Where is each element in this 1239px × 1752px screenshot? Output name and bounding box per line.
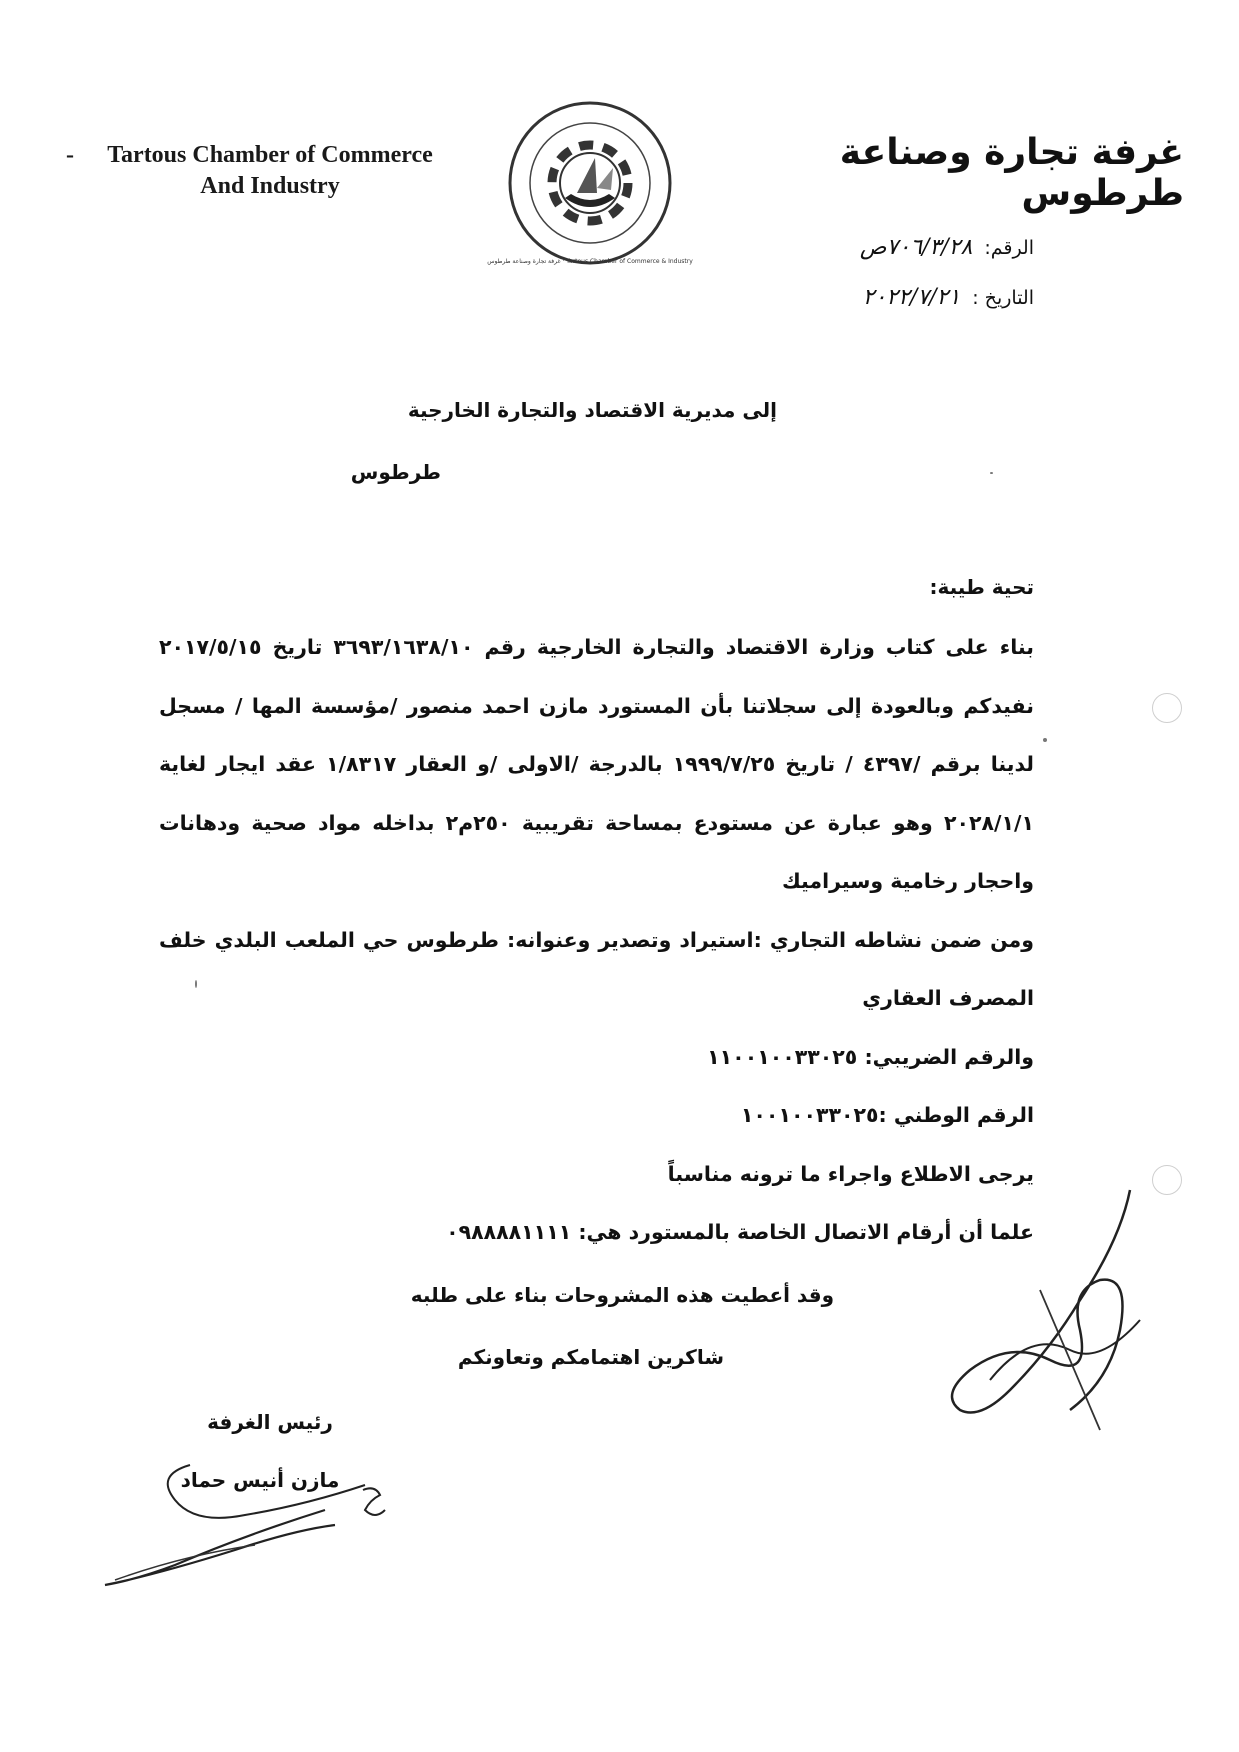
body-national-number: الرقم الوطني :١٠٠١٠٠٣٣٠٢٥ — [740, 1103, 1034, 1127]
body-tax-number: والرقم الضريبي: ١١٠٠١٠٠٣٣٠٢٥ — [707, 1044, 1034, 1069]
speck — [195, 980, 197, 988]
reference-number — [860, 235, 1034, 260]
letterhead-english — [60, 140, 480, 202]
recipient-line1: إلى مديرية الاقتصاد والتجارة الخارجية — [407, 398, 777, 422]
body-paragraph-activity: ومن ضمن نشاطه التجاري :استيراد وتصدير وعنوانه: طرطوس حي الملعب البلدي خلف المصرف العقاري — [159, 927, 1034, 1010]
left-signature — [95, 1455, 395, 1595]
initials-mark — [355, 1480, 395, 1530]
body-contact: علما أن أرقام الاتصال الخاصة بالمستورد هي: ٠٩٨٨٨٨١١١١ — [446, 1220, 1034, 1244]
closing-line2: شاكرين اهتمامكم وتعاونكم — [457, 1345, 724, 1369]
logo-text: غرفة تجارة وصناعة طرطوس · Tartous Chamber of Commerce & Industry — [487, 258, 693, 265]
letterhead-english-line1: Tartous Chamber of Commerce — [107, 142, 433, 168]
signatory-name: مازن أنيس حماد — [180, 1468, 340, 1492]
recipient-line2: طرطوس — [350, 460, 441, 484]
speck — [990, 472, 993, 474]
document-date — [863, 285, 1034, 310]
punch-hole-bottom — [1152, 1165, 1182, 1195]
letter-body — [159, 618, 1034, 1262]
greeting: تحية طيبة: — [929, 575, 1034, 599]
reference-value: ٧٠٦/٣/٢٨ص — [859, 235, 973, 260]
chamber-logo — [487, 98, 693, 268]
right-signature — [930, 1180, 1160, 1440]
punch-hole-top — [1152, 693, 1182, 723]
date-label: التاريخ : — [972, 287, 1034, 309]
reference-label: الرقم: — [984, 237, 1034, 259]
speck — [1043, 738, 1047, 742]
body-request: يرجى الاطلاع واجراء ما ترونه مناسباً — [667, 1161, 1034, 1186]
letterhead-arabic: غرفة تجارة وصناعة طرطوس — [839, 132, 1184, 214]
signatory-title: رئيس الغرفة — [207, 1410, 333, 1434]
letterhead-dash: - — [66, 142, 74, 168]
closing-line1: وقد أعطيت هذه المشروحات بناء على طلبه — [410, 1283, 834, 1307]
body-paragraph-main: بناء على كتاب وزارة الاقتصاد والتجارة الخارجية رقم ٣٦٩٣/١٦٣٨/١٠ تاريخ ٢٠١٧/٥/١٥ نفيدكم وبالعودة إلى سجلاتنا بأن المستورد مازن احمد منصور /مؤسسة المها / مسجل لدينا برقم /٤٣٩٧ / تاريخ ١٩٩٩/٧/٢٥ بالدرجة /الاولى /و العقار ١/٨٣١٧ عقد ايجار لغاية ٢٠٢٨/١/١ وهو عبارة عن مستودع بمساحة تقريبية ٢٥٠م٢ بداخله مواد صحية ودهانات واحجار رخامية وسيراميك — [159, 635, 1035, 893]
date-value: ٢٠٢٢/٧/٢١ — [862, 285, 961, 310]
letterhead-english-line2: And Industry — [200, 173, 340, 199]
